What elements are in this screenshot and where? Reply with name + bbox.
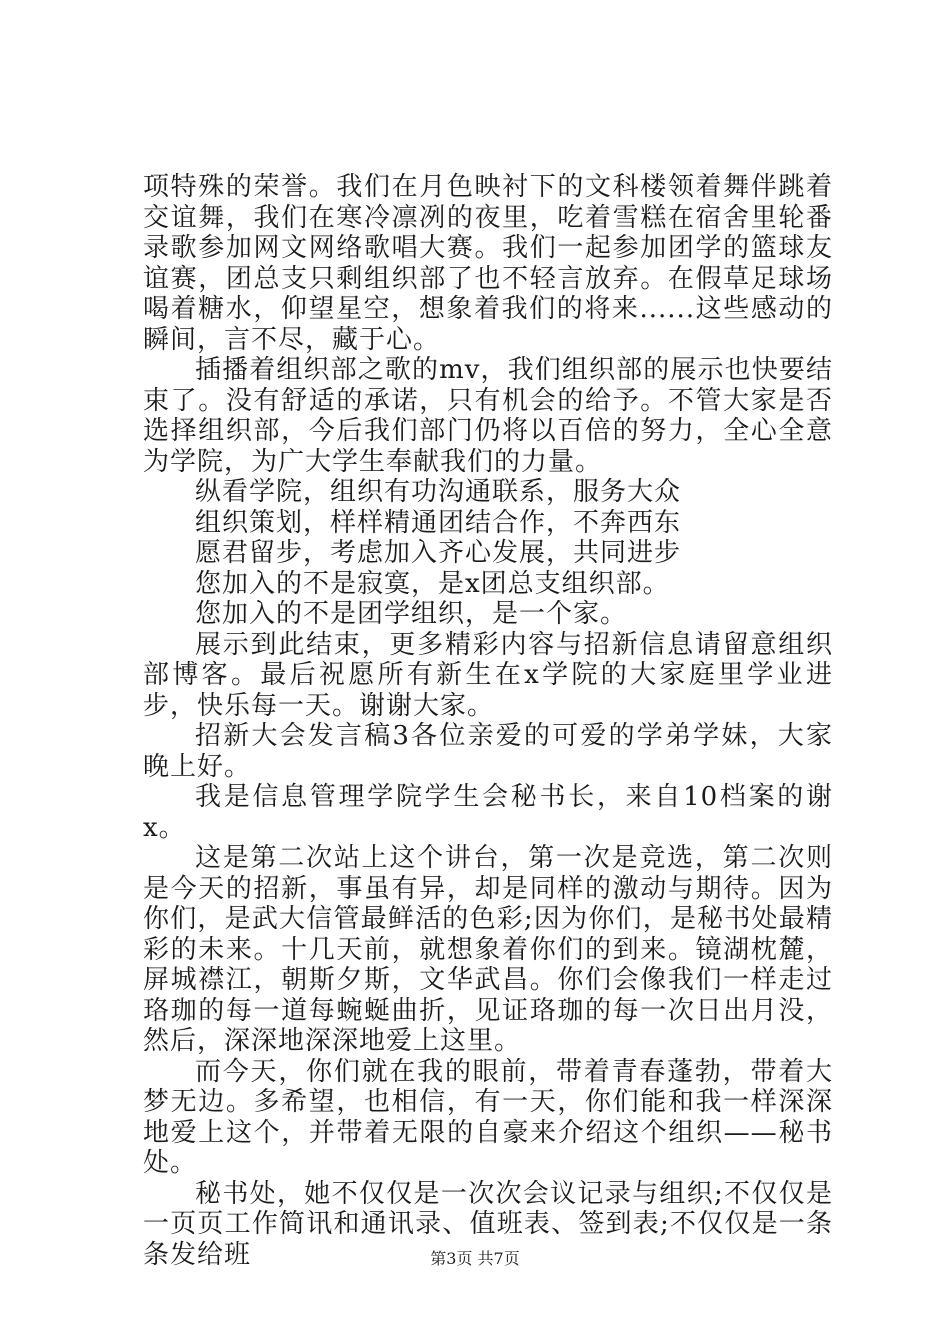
paragraph: 项特殊的荣誉。我们在月色映衬下的文科楼领着舞伴跳着交谊舞，我们在寒冷凛冽的夜里，吃着雪糕在宿舍里轮番录歌参加网文网络歌唱大赛。我们一起参加团学的篮球友谊赛，团总支只剩组织部了也不轻言放弃。在假草足球场喝着糖水，仰望星空，想象着我们的将来......这些感动的瞬间，言不尽，藏于心。 <box>143 172 833 355</box>
page-number-footer: 第3页 共7页 <box>430 1249 520 1268</box>
verse-line: 您加入的不是寂寞，是x团总支组织部。 <box>195 568 670 599</box>
paragraph: 插播着组织部之歌的mv，我们组织部的展示也快要结束了。没有舒适的承诺，只有机会的给予。不管大家是否选择组织部，今后我们部门仍将以百倍的努力，全心全意为学院，为广大学生奉献我们的力量。 <box>143 355 833 477</box>
paragraph: 而今天，你们就在我的眼前，带着青春蓬勃，带着大梦无边。多希望，也相信，有一天，你们能和我一样深深地爱上这个，并带着无限的自豪来介绍这个组织——秘书处。 <box>143 1056 833 1178</box>
paragraph: 秘书处，她不仅仅是一次次会议记录与组织;不仅仅是一页页工作简讯和通讯录、值班表、签到表;不仅仅是一条条发给班 <box>143 1178 833 1270</box>
verse-line: 愿君留步，考虑加入齐心发展，共同进步 <box>195 538 682 568</box>
document-body <box>143 172 833 1270</box>
verse-line: 纵看学院，组织有功沟通联系，服务大众 <box>195 477 682 507</box>
paragraph: 招新大会发言稿3各位亲爱的可爱的学弟学妹，大家晚上好。 <box>143 721 833 782</box>
verse-line: 组织策划，样样精通团结合作，不奔西东 <box>195 507 682 538</box>
paragraph: 我是信息管理学院学生会秘书长，来自10档案的谢x。 <box>143 782 833 843</box>
paragraph: 展示到此结束，更多精彩内容与招新信息请留意组织部博客。最后祝愿所有新生在x学院的大家庭里学业进步，快乐每一天。谢谢大家。 <box>143 629 833 721</box>
verse-line: 您加入的不是团学组织，是一个家。 <box>195 599 628 629</box>
paragraph: 这是第二次站上这个讲台，第一次是竞选，第二次则是今天的招新，事虽有异，却是同样的激动与期待。因为你们，是武大信管最鲜活的色彩;因为你们，是秘书处最精彩的未来。十几天前，就想象着你们的到来。镜湖枕麓，屏城襟江，朝斯夕斯，文华武昌。你们会像我们一样走过珞珈的每一道每蜿蜒曲折，见证珞珈的每一次日出月没，然后，深深地深深地爱上这里。 <box>143 843 833 1056</box>
